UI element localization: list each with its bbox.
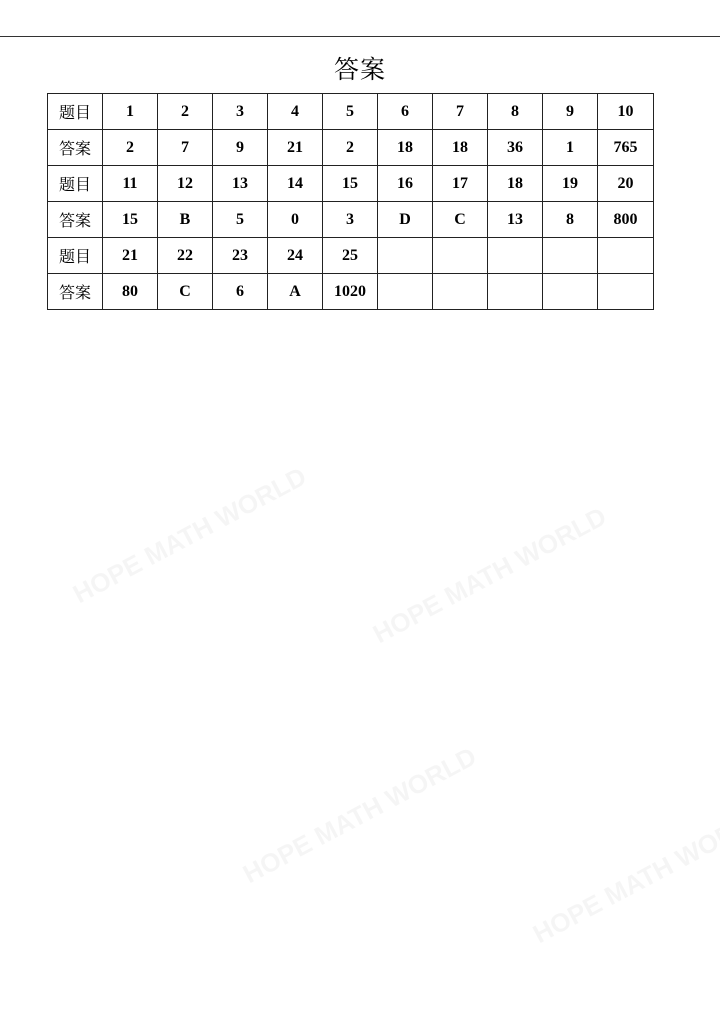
answer-cell: 2 xyxy=(323,130,378,166)
table-row-questions-2 xyxy=(48,166,654,202)
table-row-answers-3 xyxy=(48,274,654,310)
question-number: 19 xyxy=(543,166,598,202)
question-number: 24 xyxy=(268,238,323,274)
question-number: 3 xyxy=(213,94,268,130)
row-label: 答案 xyxy=(48,130,103,166)
answer-cell: C xyxy=(158,274,213,310)
row-label: 题目 xyxy=(48,94,103,130)
answer-cell: 36 xyxy=(488,130,543,166)
answer-cell: 5 xyxy=(213,202,268,238)
page-title: 答案 xyxy=(333,55,386,84)
empty-cell xyxy=(598,238,654,274)
empty-cell xyxy=(378,274,433,310)
answer-cell: 18 xyxy=(378,130,433,166)
question-number: 5 xyxy=(323,94,378,130)
watermark xyxy=(368,501,612,650)
question-number: 18 xyxy=(488,166,543,202)
question-number: 12 xyxy=(158,166,213,202)
table-row-answers-2 xyxy=(48,202,654,238)
question-number: 14 xyxy=(268,166,323,202)
answer-cell: A xyxy=(268,274,323,310)
answer-cell: 765 xyxy=(598,130,654,166)
answer-cell: 21 xyxy=(268,130,323,166)
answer-cell: D xyxy=(378,202,433,238)
empty-cell xyxy=(433,274,488,310)
answer-cell: 13 xyxy=(488,202,543,238)
answer-cell: 80 xyxy=(103,274,158,310)
row-label: 答案 xyxy=(48,202,103,238)
watermark xyxy=(528,801,720,950)
answer-cell: 8 xyxy=(543,202,598,238)
answer-cell: 2 xyxy=(103,130,158,166)
question-number: 16 xyxy=(378,166,433,202)
header-rule xyxy=(0,36,720,37)
question-number: 23 xyxy=(213,238,268,274)
empty-cell xyxy=(488,274,543,310)
table-row-questions-3 xyxy=(48,238,654,274)
question-number: 8 xyxy=(488,94,543,130)
question-number: 4 xyxy=(268,94,323,130)
empty-cell xyxy=(433,238,488,274)
question-number: 15 xyxy=(323,166,378,202)
answer-cell: 18 xyxy=(433,130,488,166)
empty-cell xyxy=(598,274,654,310)
question-number: 20 xyxy=(598,166,654,202)
question-number: 11 xyxy=(103,166,158,202)
empty-cell xyxy=(378,238,433,274)
question-number: 21 xyxy=(103,238,158,274)
row-label: 答案 xyxy=(48,274,103,310)
question-number: 9 xyxy=(543,94,598,130)
question-number: 22 xyxy=(158,238,213,274)
answer-cell: 1020 xyxy=(323,274,378,310)
question-number: 13 xyxy=(213,166,268,202)
answer-cell: B xyxy=(158,202,213,238)
question-number: 2 xyxy=(158,94,213,130)
empty-cell xyxy=(488,238,543,274)
table-row-questions-1 xyxy=(48,94,654,130)
question-number: 6 xyxy=(378,94,433,130)
question-number: 1 xyxy=(103,94,158,130)
row-label: 题目 xyxy=(48,238,103,274)
answer-table xyxy=(47,93,654,310)
table-row-answers-1 xyxy=(48,130,654,166)
answer-cell: C xyxy=(433,202,488,238)
question-number: 25 xyxy=(323,238,378,274)
question-number: 10 xyxy=(598,94,654,130)
question-number: 7 xyxy=(433,94,488,130)
empty-cell xyxy=(543,238,598,274)
answer-cell: 800 xyxy=(598,202,654,238)
watermark xyxy=(68,461,312,610)
answer-cell: 6 xyxy=(213,274,268,310)
answer-cell: 9 xyxy=(213,130,268,166)
answer-cell: 15 xyxy=(103,202,158,238)
answer-cell: 1 xyxy=(543,130,598,166)
answer-cell: 3 xyxy=(323,202,378,238)
answer-cell: 0 xyxy=(268,202,323,238)
question-number: 17 xyxy=(433,166,488,202)
empty-cell xyxy=(543,274,598,310)
watermark xyxy=(238,741,482,890)
answer-cell: 7 xyxy=(158,130,213,166)
row-label: 题目 xyxy=(48,166,103,202)
